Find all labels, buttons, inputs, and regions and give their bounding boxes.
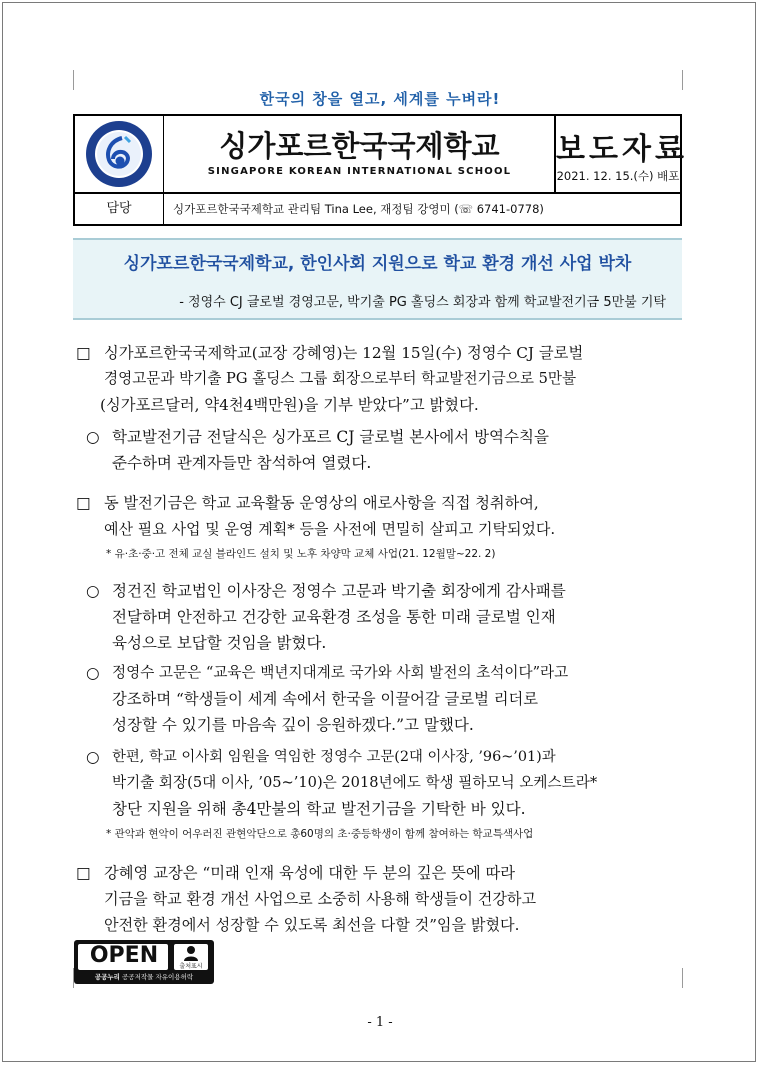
paragraph-line: 강조하며 “학생들이 세계 속에서 한국을 이끌어갈 글로벌 리더로 [112, 690, 539, 708]
paragraph-line: (싱가포르달러, 약4천4백만원)을 기부 받았다”고 밝혔다. [100, 396, 479, 414]
paragraph-line: 준수하며 관계자들만 참석하여 열렸다. [112, 454, 372, 472]
paragraph-line: 기금을 학교 환경 개선 사업으로 소중히 사용해 학생들이 건강하고 [104, 890, 537, 908]
paragraph-line: 싱가포르한국국제학교(교장 강혜영)는 12월 15일(수) 정영수 CJ 글로벌 [104, 344, 584, 362]
attribution-label: 출처표시 [179, 963, 203, 970]
contact-label: 담당 [75, 194, 164, 224]
open-logo-text: OPEN [89, 943, 159, 968]
license-name: 공공누리 [94, 973, 120, 981]
paragraph-4 [86, 578, 566, 656]
square-bullet: □ [76, 864, 91, 882]
square-bullet: □ [76, 344, 91, 362]
school-logo [75, 116, 164, 192]
slogan: 한국의 창을 열고, 세계를 누벼라! [259, 90, 501, 108]
headline-subtitle: - 정영수 CJ 글로벌 경영고문, 박기출 PG 홀딩스 회장과 함께 학교발전기금 5만불 기탁 [179, 295, 666, 310]
crop-mark-bottom-right [682, 968, 701, 988]
release-date: 2021. 12. 15.(수) 배포 [556, 169, 680, 183]
school-emblem-icon [75, 116, 163, 192]
footnote-2: * 관악과 현악이 어우러진 관현악단으로 총60명의 초·중등학생이 함께 참여하는 학교특색사업 [106, 828, 534, 840]
attribution-icon [174, 944, 208, 970]
paragraph-line: 성장할 수 있기를 마음속 깊이 응원하겠다.”고 말했다. [112, 716, 474, 734]
circle-bullet: ○ [86, 748, 100, 766]
paragraph-line: 안전한 환경에서 성장할 수 있도록 최선을 다할 것”임을 밝혔다. [104, 916, 520, 934]
paragraph-7 [76, 860, 536, 938]
footnote-1: * 유·초·중·고 전체 교실 블라인드 설치 및 노후 차양막 교체 사업(21. 12월말~22. 2) [106, 548, 496, 560]
paragraph-line: 경영고문과 박기출 PG 홀딩스 그룹 회장으로부터 학교발전기금으로 5만불 [104, 370, 577, 387]
paragraph-line: 강혜영 교장은 “미래 인재 육성에 대한 두 분의 깊은 뜻에 따라 [104, 864, 516, 882]
paragraph-line: 한편, 학교 이사회 임원을 역임한 정영수 고문(2대 이사장, ’96~’01)과 [112, 749, 556, 765]
headline-box [73, 238, 682, 320]
circle-bullet: ○ [86, 664, 100, 682]
press-release-title: 보도자료 [556, 132, 688, 167]
paragraph-3 [76, 490, 555, 542]
contact-row [75, 192, 680, 224]
paragraph-1 [76, 340, 583, 418]
paragraph-line: 예산 필요 사업 및 운영 계획* 등을 사전에 면밀히 살피고 기탁되었다. [104, 520, 556, 538]
paragraph-line: 창단 지원을 위해 총4만불의 학교 발전기금을 기탁한 바 있다. [112, 800, 526, 818]
square-bullet: □ [76, 494, 91, 512]
paragraph-line: 동 발전기금은 학교 교육활동 운영상의 애로사항을 직접 청취하여, [104, 494, 539, 512]
school-name-english: SINGAPORE KOREAN INTERNATIONAL SCHOOL [207, 166, 512, 177]
school-name-korean: 싱가포르한국국제학교 [219, 129, 500, 163]
paragraph-line: 학교발전기금 전달식은 싱가포르 CJ 글로벌 본사에서 방역수칙을 [112, 428, 549, 446]
paragraph-line: 정건진 학교법인 이사장은 정영수 고문과 박기출 회장에게 감사패를 [112, 582, 566, 600]
crop-mark-top-left [73, 70, 92, 90]
contact-info: 싱가포르한국국제학교 관리팀 Tina Lee, 재정팀 강영미 (☏ 6741-0778) [173, 202, 544, 216]
headline-title: 싱가포르한국국제학교, 한인사회 지원으로 학교 환경 개선 사업 박차 [123, 254, 632, 274]
paragraph-line: 정영수 고문은 “교육은 백년지대계로 국가와 사회 발전의 초석이다”라고 [112, 664, 569, 681]
open-license-badge [74, 940, 214, 984]
circle-bullet: ○ [86, 582, 100, 600]
press-header-table [73, 114, 688, 226]
paragraph-2 [86, 424, 549, 476]
paragraph-line: 전달하며 안전하고 건강한 교육환경 조성을 통한 미래 글로벌 인재 [112, 608, 556, 626]
page-number: - 1 - [367, 1015, 393, 1030]
paragraph-6 [86, 744, 597, 822]
paragraph-5 [86, 660, 568, 738]
circle-bullet: ○ [86, 428, 100, 446]
paragraph-line: 박기출 회장(5대 이사, ’05~’10)은 2018년에도 학생 필하모닉 오케스트라* [112, 774, 598, 791]
paragraph-line: 육성으로 보답할 것임을 밝혔다. [112, 634, 327, 652]
crop-mark-top-right [682, 70, 701, 90]
license-caption: 공공저작물 자유이용허락 [122, 973, 194, 981]
